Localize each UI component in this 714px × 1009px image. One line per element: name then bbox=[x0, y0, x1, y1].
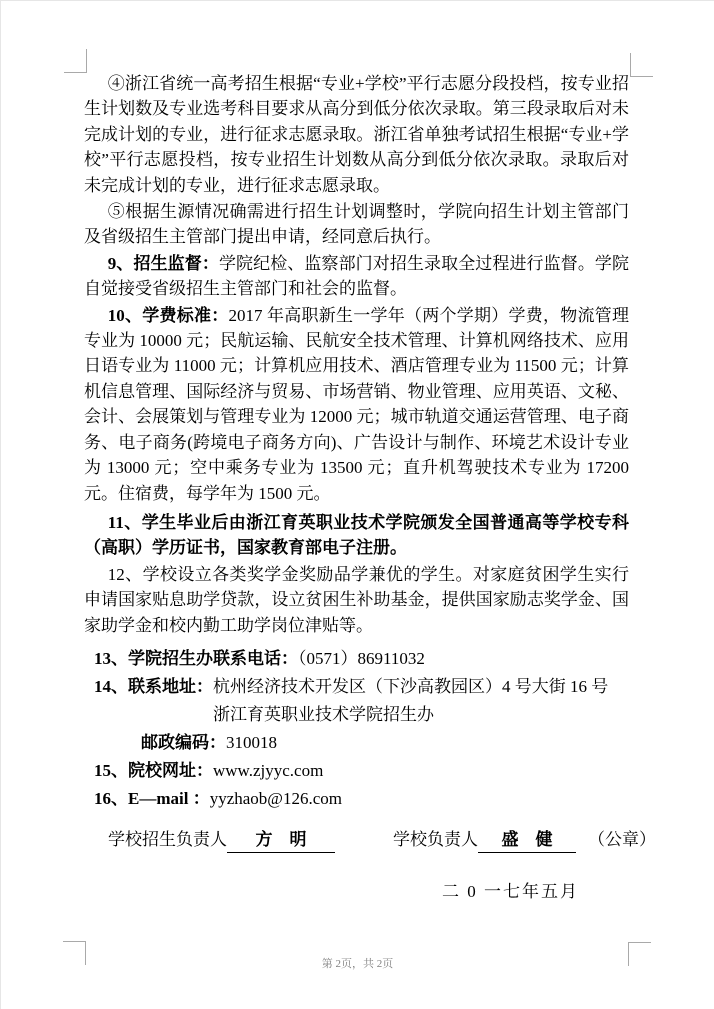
paragraph-circle-4-text: ④浙江省统一高考招生根据“专业+学校”平行志愿分段投档，按专业招生计划数及专业选考科目要求从高分到低分依次录取。第三段录取后对未完成计划的专业，进行征求志愿录取。浙江省单独考试招生根据“专业+学校”平行志愿投档，按专业招生计划数从高分到低分依次录取。录取后对未完成计划的专业，进行征求志愿录取。 bbox=[84, 74, 629, 195]
paragraph-circle-5 bbox=[84, 199, 629, 250]
clause-11-diploma: 11、学生毕业后由浙江育英职业技术学院颁发全国普通高等学校专科（高职）学历证书，国家教育部电子注册。 bbox=[84, 512, 629, 558]
contact-phone-value: （0571）86911032 bbox=[298, 648, 425, 668]
contact-phone-label: 13、学院招生办联系电话： bbox=[94, 648, 298, 668]
admissions-officer-label: 学校招生负责人 bbox=[108, 829, 227, 849]
document-date: 二 0 一七年五月 bbox=[442, 881, 579, 901]
text-boundary-mark-top-right bbox=[630, 53, 653, 77]
contact-website-row bbox=[94, 757, 629, 785]
official-seal-note: （公章） bbox=[588, 829, 656, 849]
contact-email-value: yyzhaob@126.com bbox=[209, 788, 342, 808]
clause-10-label: 10、学费标准： bbox=[107, 305, 229, 325]
page-number-footer: 第 2页，共 2页 bbox=[321, 958, 394, 970]
clause-9-text: 学院纪检、监察部门对招生录取全过程进行监督。学院自觉接受省级招生主管部门和社会的监督。 bbox=[84, 253, 630, 299]
clause-10-text: 2017 年高职新生一学年（两个学期）学费，物流管理专业为 10000 元；民航运输、民航安全技术管理、计算机网络技术、应用日语专业为 11000 元；计算机应用技术、酒店管理专业为 11500 元；计算机信息管理、国际经济与贸易、市场营销、物业管理、应用英语、文秘、会计、会展策划与管理专业为 12000 元；城市轨道交通运营管理、电子商务、电子商务(跨境电子商务方向)、广告设计与制作、环境艺术设计专业为 13000 元；空中乘务专业为 13500 元；直升机驾驶技术专业为 17200 元。住宿费，每学年为 1500 元。 bbox=[84, 305, 630, 503]
contact-postal-value: 310018 bbox=[226, 732, 277, 752]
text-boundary-mark-top-left bbox=[64, 49, 87, 73]
contact-address-line2: 浙江育英职业技术学院招生办 bbox=[213, 704, 434, 724]
clause-9-label: 9、招生监督： bbox=[107, 253, 219, 273]
contact-phone-row bbox=[94, 645, 629, 673]
contact-address-label: 14、联系地址： bbox=[94, 676, 213, 696]
school-head-label: 学校负责人 bbox=[393, 829, 478, 849]
contact-address-row bbox=[94, 673, 629, 729]
document-body bbox=[84, 71, 656, 904]
contact-postal-row bbox=[141, 729, 629, 757]
clause-9-admission-supervision bbox=[84, 251, 629, 302]
admissions-officer-name: 方 明 bbox=[227, 828, 335, 853]
contact-website-value: www.zjyyc.com bbox=[213, 760, 324, 780]
contact-website-label: 15、院校网址： bbox=[94, 760, 213, 780]
contact-email-row bbox=[94, 785, 629, 813]
signature-line bbox=[108, 828, 656, 853]
contact-address-line1: 杭州经济技术开发区（下沙高教园区）4 号大街 16 号 bbox=[213, 676, 609, 696]
clause-10-tuition-standard bbox=[84, 303, 629, 506]
paragraph-circle-5-text: ⑤根据生源情况确需进行招生计划调整时，学院向招生计划主管部门及省级招生主管部门提出申请，经同意后执行。 bbox=[84, 202, 629, 247]
clause-12-scholarships: 12、学校设立各类奖学金奖励品学兼优的学生。对家庭贫困学生实行申请国家贴息助学贷款，设立贫困生补助基金，提供国家励志奖学金、国家助学金和校内勤工助学岗位津贴等。 bbox=[84, 564, 629, 635]
paragraph-circle-4 bbox=[84, 71, 629, 198]
contact-info-list bbox=[84, 645, 629, 813]
contact-postal-label: 邮政编码： bbox=[141, 732, 226, 752]
contact-email-label: 16、E—mail ： bbox=[94, 788, 210, 808]
school-head-name: 盛 健 bbox=[478, 828, 576, 853]
